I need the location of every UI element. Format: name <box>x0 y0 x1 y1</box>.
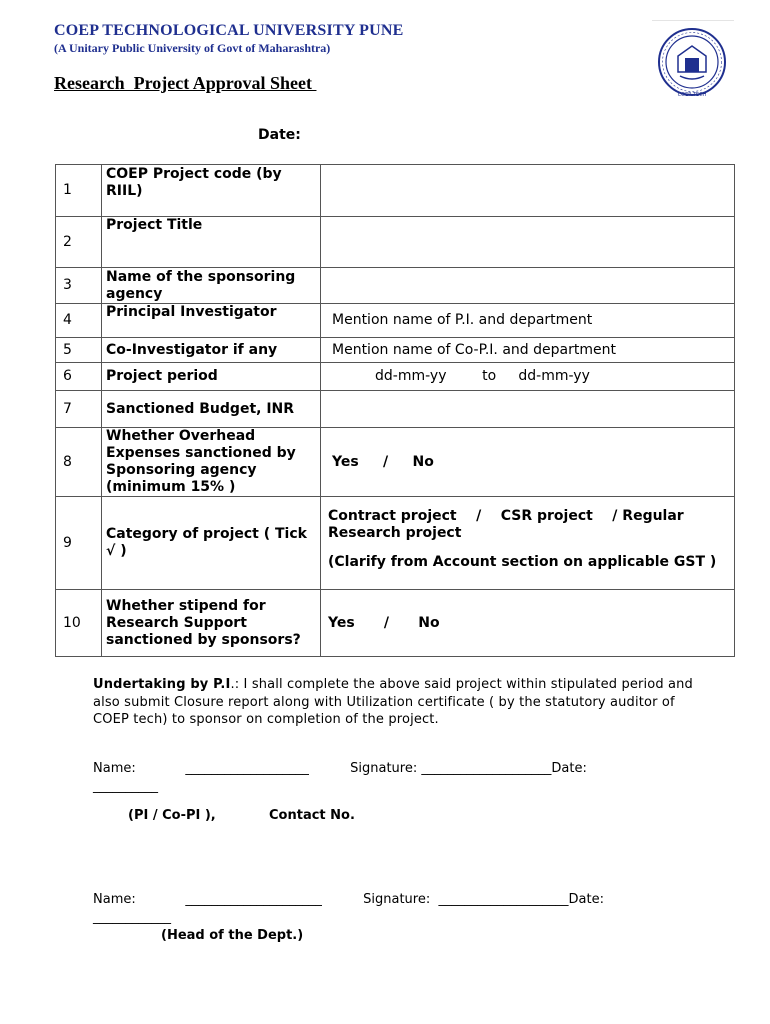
row-item: COEP Project code (by RIIL) <box>102 165 321 217</box>
pi-signature-line[interactable]: Name: ___________________ Signature: ____________________Date: <box>93 761 587 776</box>
date-label: Date: <box>258 127 301 143</box>
category-note: (Clarify from Account section on applicable GST ) <box>328 554 717 570</box>
row-number: 3 <box>56 268 102 304</box>
table-row <box>56 338 735 363</box>
row-value-field[interactable] <box>321 165 735 217</box>
category-options[interactable]: Contract project / CSR project / Regular Research project <box>328 508 689 541</box>
svg-text:COEP TECH: COEP TECH <box>677 92 707 98</box>
row-value-field[interactable] <box>321 391 735 428</box>
table-row <box>56 363 735 391</box>
row-item: Project period <box>102 363 321 391</box>
table-row <box>56 497 735 590</box>
row-value-field[interactable] <box>321 217 735 268</box>
table-row <box>56 304 735 338</box>
undertaking-paragraph <box>93 676 693 729</box>
row-item: Sanctioned Budget, INR <box>102 391 321 428</box>
row-item: Principal Investigator <box>102 304 321 338</box>
pi-role-label: (PI / Co-PI ), <box>128 808 216 823</box>
row-number: 8 <box>56 428 102 497</box>
row-number: 7 <box>56 391 102 428</box>
pi-date-line[interactable]: __________ <box>93 779 158 794</box>
hod-role-label: (Head of the Dept.) <box>161 928 304 943</box>
table-row <box>56 165 735 217</box>
row-number: 6 <box>56 363 102 391</box>
row-number: 9 <box>56 497 102 590</box>
row-value-field[interactable]: Yes / No <box>321 590 735 657</box>
row-value-field[interactable]: dd-mm-yy to dd-mm-yy <box>321 363 735 391</box>
table-row <box>56 268 735 304</box>
contact-label: Contact No. <box>269 808 355 823</box>
undertaking-label: Undertaking by P.I <box>93 677 231 692</box>
approval-table <box>55 164 735 657</box>
university-subtitle: (A Unitary Public University of Govt of Maharashtra) <box>54 41 331 55</box>
row-item: Project Title <box>102 217 321 268</box>
table-row <box>56 428 735 497</box>
row-item: Whether Overhead Expenses sanctioned by Sponsoring agency (minimum 15% ) <box>102 428 321 497</box>
university-seal-logo <box>656 26 728 98</box>
undertaking-text: .: I shall complete the above said project within stipulated period and also submit Closure report along with Utilization certificate ( by the statutory auditor of COEP tech) to sponsor on completion of the project. <box>93 677 693 727</box>
row-item: Category of project ( Tick √ ) <box>102 497 321 590</box>
row-value-field[interactable] <box>321 268 735 304</box>
row-number: 5 <box>56 338 102 363</box>
row-value-field[interactable]: Mention name of Co-P.I. and department <box>321 338 735 363</box>
row-value-field[interactable]: Yes / No <box>321 428 735 497</box>
sheet-title: Research Project Approval Sheet <box>54 73 317 93</box>
hod-signature-line[interactable]: Name: _____________________ Signature: ____________________Date: <box>93 892 604 907</box>
row-number: 10 <box>56 590 102 657</box>
row-item: Name of the sponsoring agency <box>102 268 321 304</box>
table-row <box>56 217 735 268</box>
table-row <box>56 391 735 428</box>
row-number: 1 <box>56 165 102 217</box>
row-number: 4 <box>56 304 102 338</box>
top-rule <box>652 20 734 21</box>
table-row <box>56 590 735 657</box>
row-item: Whether stipend for Research Support sanctioned by sponsors? <box>102 590 321 657</box>
row-number: 2 <box>56 217 102 268</box>
university-name: COEP TECHNOLOGICAL UNIVERSITY PUNE <box>54 22 404 39</box>
hod-date-line[interactable]: ____________ <box>93 910 171 925</box>
row-value-field[interactable]: Mention name of P.I. and department <box>321 304 735 338</box>
row-item: Co-Investigator if any <box>102 338 321 363</box>
